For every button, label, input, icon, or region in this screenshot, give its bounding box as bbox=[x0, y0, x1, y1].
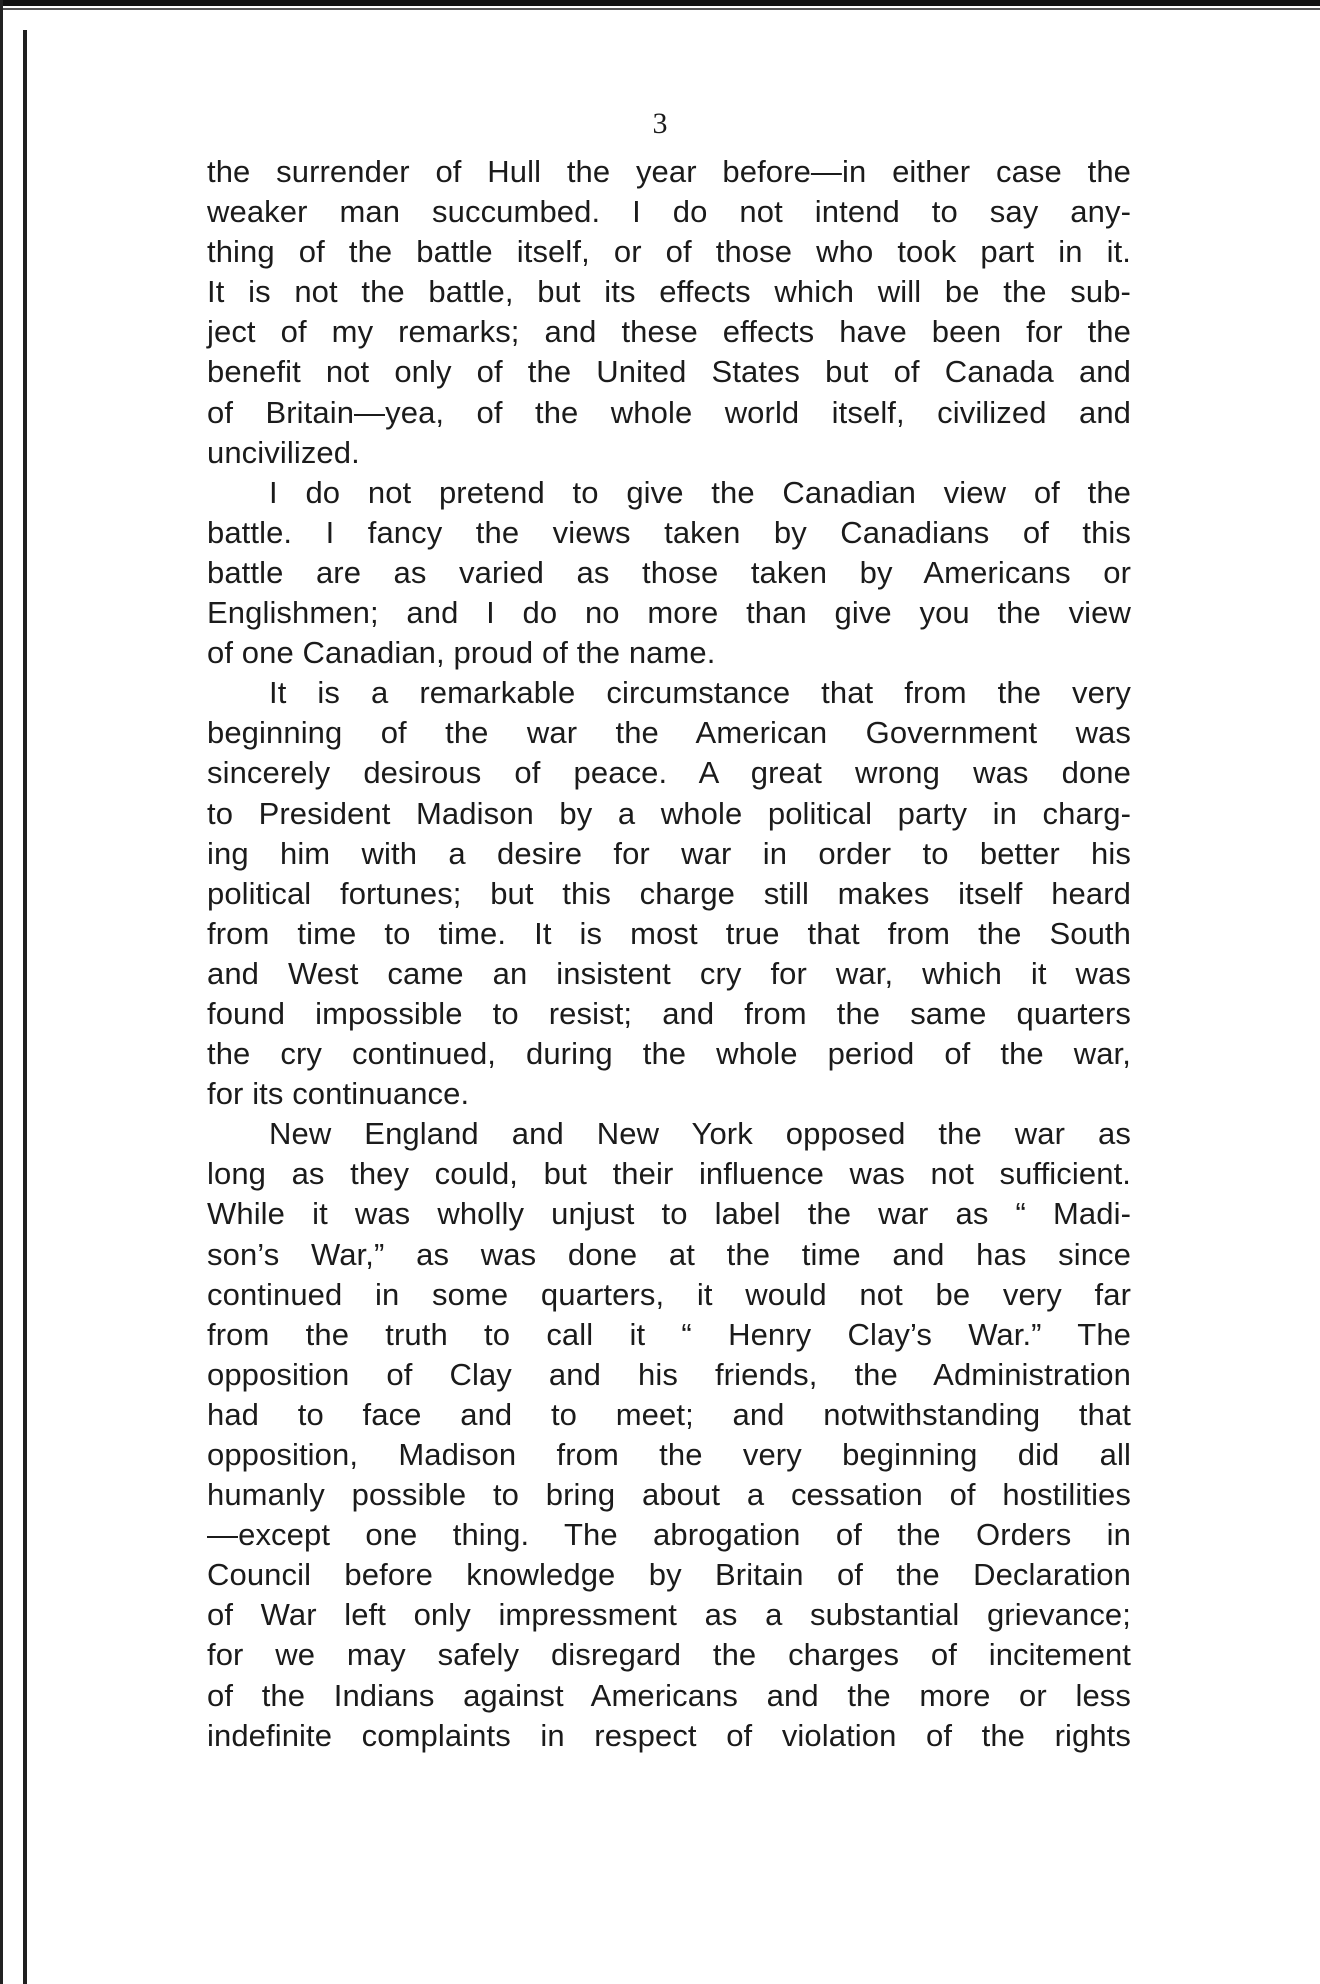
text-line: battle. I fancy the views taken by Canadians of this bbox=[207, 514, 1131, 550]
text-line: —except one thing. The abrogation of the Orders in bbox=[207, 1517, 1131, 1553]
text-line: long as they could, but their influence was not sufficient. bbox=[207, 1156, 1131, 1192]
text-line: from time to time. It is most true that from the South bbox=[207, 915, 1131, 951]
text-line: Englishmen; and I do no more than give you the view bbox=[207, 595, 1131, 631]
text-line: found impossible to resist; and from the same quarters bbox=[207, 995, 1131, 1031]
text-line: battle are as varied as those taken by Americans or bbox=[207, 554, 1131, 590]
text-line: It is a remarkable circumstance that from the very bbox=[269, 675, 1131, 711]
text-line: benefit not only of the United States but of Canada and bbox=[207, 354, 1131, 390]
text-line: beginning of the war the American Government was bbox=[207, 715, 1131, 751]
text-line: from the truth to call it “ Henry Clay’s War.” The bbox=[207, 1316, 1131, 1352]
text-line: indefinite complaints in respect of violation of the rights bbox=[207, 1717, 1131, 1753]
text-line: While it was wholly unjust to label the war as “ Madi- bbox=[207, 1196, 1131, 1232]
left-edge bbox=[0, 0, 3, 1984]
page-number: 3 bbox=[652, 107, 668, 140]
text-line: of War left only impressment as a substantial grievance; bbox=[207, 1597, 1131, 1633]
text-line: weaker man succumbed. I do not intend to say any- bbox=[207, 194, 1131, 230]
text-line: I do not pretend to give the Canadian view of the bbox=[269, 474, 1131, 510]
text-line: had to face and to meet; and notwithstanding that bbox=[207, 1396, 1131, 1432]
text-line: continued in some quarters, it would not be very far bbox=[207, 1276, 1131, 1312]
text-line: the cry continued, during the whole period of the war, bbox=[207, 1036, 1131, 1072]
top-border bbox=[0, 0, 1320, 6]
text-line: opposition, Madison from the very beginning did all bbox=[207, 1437, 1131, 1472]
text-line: ject of my remarks; and these effects have been for the bbox=[207, 314, 1131, 350]
text-line: son’s War,” as was done at the time and has since bbox=[207, 1236, 1131, 1272]
text-line: the surrender of Hull the year before—in either case the bbox=[207, 154, 1131, 189]
left-binding-rule bbox=[23, 30, 27, 1984]
text-line: and West came an insistent cry for war, which it was bbox=[207, 955, 1131, 991]
text-line: of the Indians against Americans and the more or less bbox=[207, 1677, 1131, 1713]
body-text bbox=[207, 152, 1131, 1756]
text-line: opposition of Clay and his friends, the Administration bbox=[207, 1356, 1131, 1392]
text-line: sincerely desirous of peace. A great wrong was done bbox=[207, 755, 1131, 791]
text-line: for its continuance. bbox=[207, 1076, 470, 1112]
text-line: to President Madison by a whole political party in charg- bbox=[207, 795, 1131, 831]
text-line: political fortunes; but this charge still makes itself heard bbox=[207, 875, 1131, 911]
text-line: of Britain—yea, of the whole world itself, civilized and bbox=[207, 394, 1131, 430]
text-line: thing of the battle itself, or of those who took part in it. bbox=[207, 234, 1131, 270]
text-line: New England and New York opposed the war as bbox=[269, 1116, 1131, 1152]
text-line: for we may safely disregard the charges of incitement bbox=[207, 1637, 1131, 1673]
text-line: It is not the battle, but its effects which will be the sub- bbox=[207, 274, 1131, 310]
top-border-thin bbox=[0, 8, 1320, 10]
text-line: of one Canadian, proud of the name. bbox=[207, 635, 716, 671]
text-line: uncivilized. bbox=[207, 434, 360, 470]
text-line: ing him with a desire for war in order to better his bbox=[207, 835, 1131, 871]
text-line: humanly possible to bring about a cessation of hostilities bbox=[207, 1477, 1131, 1513]
text-line: Council before knowledge by Britain of the Declaration bbox=[207, 1557, 1131, 1593]
